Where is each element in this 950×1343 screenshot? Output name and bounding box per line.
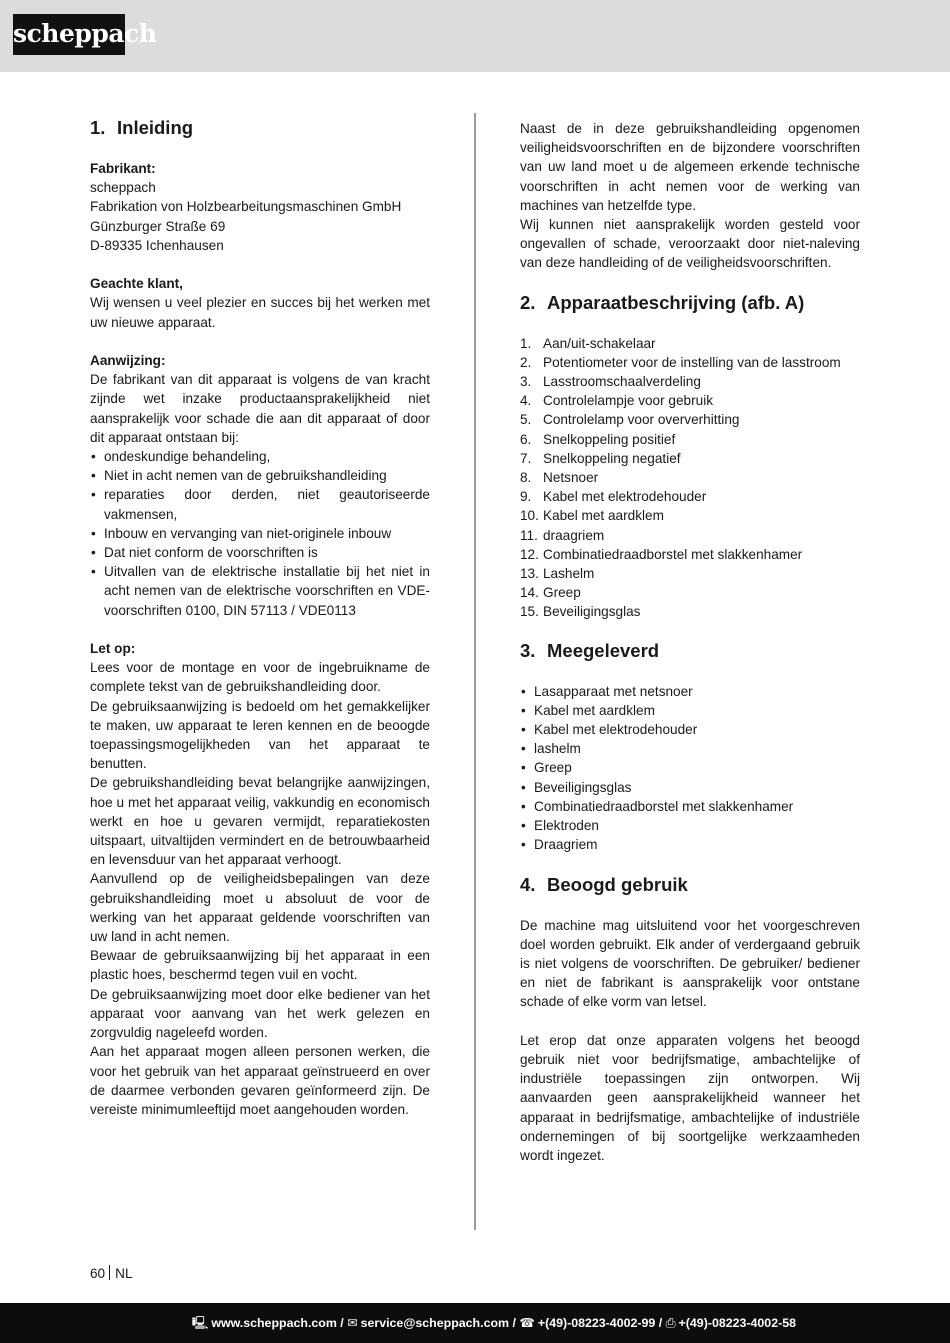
section-title: Apparaatbeschrijving (afb. A) [547, 291, 805, 313]
attention-paragraph: De gebruiksaanwijzing is bedoeld om het gemakkelijker te maken, uw apparaat te leren kennen en de beoogde toepassingsmogelijkheden van het apparaat te benutten. [90, 698, 430, 772]
list-item: • Inbouw en vervanging van niet-originele inbouw [90, 524, 430, 543]
parts-list [520, 334, 860, 622]
item-number: 11. [520, 527, 538, 543]
list-item [520, 564, 860, 583]
attention-paragraph: Lees voor de montage en voor de ingebruikname de complete tekst van de gebruikshandleiding door. [90, 660, 430, 695]
item-text: Controlelampje voor gebruik [543, 393, 714, 409]
item-text: Snelkoppeling positief [543, 431, 676, 447]
intro-paragraph: Naast de in deze gebruikshandleiding opgenomen veiligheidsvoorschriften en de bijzondere voorschriften van uw land moet u de algemeen erkende technische voorschriften in acht nemen voor de werking van machines van hetzelfde type. [520, 121, 860, 213]
item-number: 15. [520, 604, 539, 620]
item-number: 12. [520, 546, 539, 562]
list-item: • Niet in acht nemen van de gebruikshandleiding [90, 466, 430, 485]
usage-paragraph: De machine mag uitsluitend voor het voorgeschreven doel worden gebruikt. Elk ander of verdergaand gebruik is niet volgens de voorschriften. De gebruiker/ bediener en niet de fabrikant is aansprakelijk voor ontstane schade of elke vorm van letsel. [520, 917, 860, 1010]
section-heading-beoogd-gebruik [520, 874, 860, 896]
notice-text: De fabrikant van dit apparaat is volgens de van kracht zijnde wet inzake productaansprakelijkheid niet aansprakelijk voor schade die aan dit apparaat of door dit apparaat ontstaan bij: [90, 372, 430, 445]
list-item: • Draagriem [520, 835, 860, 854]
section-heading-meegeleverd [520, 640, 860, 662]
item-text: Kabel met elektrodehouder [543, 489, 707, 505]
manufacturer-line: Günzburger Straße 69 [90, 218, 226, 234]
item-text: Combinatiedraadborstel met slakkenhamer [543, 546, 803, 562]
item-text: Potentiometer voor de instelling van de lasstroom [543, 354, 841, 370]
item-text: Lashelm [543, 566, 595, 582]
item-number: 1. [520, 335, 532, 351]
section-number: 1. [90, 117, 106, 138]
list-item [520, 353, 860, 372]
footer-bar [0, 1303, 950, 1343]
item-number: 8. [520, 470, 532, 486]
list-item [520, 602, 860, 621]
list-item: • Kabel met aardklem [520, 701, 860, 720]
footer-fax: +(49)-08223-4002-58 [678, 1316, 796, 1330]
attention-paragraph: De gebruikshandleiding bevat belangrijke aanwijzingen, hoe u met het apparaat veilig, vakkundig en economisch werkt en hoe u gevaren vermijdt, reparatiekosten uitspaart, uitvaltijden vermindert en de betrouwbaarheid en levensduur van het apparaat verhoogt. [90, 775, 430, 868]
notice-label: Aanwijzing: [90, 353, 166, 368]
item-text: draagriem [543, 527, 605, 543]
right-column [520, 119, 860, 1165]
item-text: Beveiligingsglas [543, 604, 641, 620]
list-item: • Elektroden [520, 816, 860, 835]
list-item [520, 506, 860, 525]
attention-paragraph: Aanvullend op de veiligheidsbepalingen van deze gebruikshandleiding moet u absoluut de voor de werking van het apparaat geldende voorschriften van uw land in acht nemen. [90, 871, 430, 945]
item-number: 9. [520, 489, 532, 505]
list-item: • Lasapparaat met netsnoer [520, 682, 860, 701]
computer-icon: 🖳 [191, 1316, 209, 1330]
header-band [0, 0, 950, 72]
list-item: • Uitvallen van de elektrische installatie bij het niet in acht nemen van de elektrische voorschriften en VDE-voorschriften 0100, DIN 57113 / VDE0113 [90, 562, 430, 620]
list-item [520, 449, 860, 468]
list-item: • Greep [520, 758, 860, 777]
list-item [520, 487, 860, 506]
page-number-separator [109, 1265, 110, 1280]
intro-block [520, 119, 860, 273]
manufacturer-line: Fabrikation von Holzbearbeitungsmaschinen GmbH [90, 199, 402, 215]
delivery-list [520, 682, 860, 855]
item-number: 10. [520, 508, 539, 524]
fax-icon: ⎙ [665, 1316, 676, 1330]
item-text: Kabel met aardklem [543, 508, 664, 524]
list-item [520, 372, 860, 391]
manufacturer-line: scheppach [90, 180, 156, 196]
list-item: • Dat niet conform de voorschriften is [90, 543, 430, 562]
manufacturer-block [90, 159, 430, 255]
section-number: 4. [520, 873, 536, 895]
column-divider [474, 113, 476, 1230]
list-item: • Kabel met elektrodehouder [520, 720, 860, 739]
list-item [520, 430, 860, 449]
notice-block [90, 351, 430, 620]
list-item [520, 410, 860, 429]
scheppach-logo: scheppach [13, 14, 125, 55]
item-text: Snelkoppeling negatief [543, 450, 681, 466]
item-number: 5. [520, 412, 532, 428]
list-item: • reparaties door derden, niet geautoriseerde vakmensen, [90, 485, 430, 523]
page-number-value: 60 [90, 1266, 106, 1281]
section-title: Inleiding [117, 117, 194, 138]
left-column [90, 117, 430, 1138]
greeting-label: Geachte klant, [90, 276, 183, 292]
list-item: • lashelm [520, 739, 860, 758]
attention-block [90, 639, 430, 1119]
greeting-text: Wij wensen u veel plezier en succes bij het werken met uw nieuwe apparaat. [90, 295, 430, 330]
item-text: Controlelamp voor oververhitting [543, 412, 740, 428]
list-item [520, 391, 860, 410]
attention-label: Let op: [90, 641, 136, 657]
list-item [520, 468, 860, 487]
item-number: 2. [520, 354, 532, 370]
page-language: NL [115, 1266, 133, 1281]
item-number: 14. [520, 585, 539, 601]
list-item [520, 334, 860, 353]
section-heading-inleiding [90, 117, 430, 139]
item-text: Greep [543, 585, 581, 601]
list-item: • Combinatiedraadborstel met slakkenhamer [520, 797, 860, 816]
usage-paragraph: Let erop dat onze apparaten volgens het beoogd gebruik niet voor bedrijfsmatige, ambachtelijke of industriële toepassingen zijn ontworpen. Wij aanvaarden geen aansprakelijkheid wanneer het apparaat in bedrijfsmatige, ambachtelijke of industriële ondernemingen of bij soortgelijke werkzaamheden wordt ingezet. [520, 1032, 860, 1163]
section-number: 2. [520, 291, 536, 313]
section-heading-apparaatbeschrijving [520, 292, 860, 314]
footer-contact [192, 1303, 796, 1343]
item-number: 3. [520, 374, 532, 390]
list-item [520, 545, 860, 564]
footer-website[interactable]: www.scheppach.com / [211, 1316, 344, 1330]
item-number: 13. [520, 566, 539, 582]
footer-email[interactable]: service@scheppach.com / [360, 1316, 516, 1330]
manufacturer-line: D-89335 Ichenhausen [90, 237, 224, 253]
list-item [520, 526, 860, 545]
section-title: Beoogd gebruik [547, 873, 688, 895]
intro-paragraph: Wij kunnen niet aansprakelijk worden gesteld voor ongevallen of schade, veroorzaakt door niet-naleving van deze handleiding of de veiligheidsvoorschriften. [520, 217, 860, 271]
list-item: • ondeskundige behandeling, [90, 447, 430, 466]
item-text: Lasstroomschaalverdeling [543, 374, 701, 390]
item-number: 7. [520, 450, 532, 466]
section-number: 3. [520, 639, 536, 661]
attention-paragraph: De gebruiksaanwijzing moet door elke bediener van het apparaat voor aanvang van het werk gelezen en zorgvuldig nageleefd worden. [90, 986, 430, 1041]
greeting-block [90, 274, 430, 332]
item-number: 6. [520, 431, 532, 447]
item-text: Aan/uit-schakelaar [543, 335, 656, 351]
attention-paragraph: Bewaar de gebruiksaanwijzing bij het apparaat in een plastic hoes, beschermd tegen vuil en vocht. [90, 948, 430, 983]
list-item [520, 583, 860, 602]
item-text: Netsnoer [543, 470, 599, 486]
attention-paragraph: Aan het apparaat mogen alleen personen werken, die voor het gebruik van het apparaat geïnstrueerd en over de daarmee verbonden gevaren geïnformeerd zijn. De vereiste minimumleeftijd moet aangehouden worden. [90, 1044, 430, 1117]
notice-list [90, 447, 430, 620]
manufacturer-label: Fabrikant: [90, 161, 156, 176]
item-number: 4. [520, 393, 532, 409]
page-number [90, 1264, 133, 1283]
phone-icon: ☎ [519, 1316, 535, 1330]
section-title: Meegeleverd [547, 639, 660, 661]
mail-icon: ✉ [347, 1316, 358, 1330]
footer-phone: +(49)-08223-4002-99 / [537, 1316, 663, 1330]
list-item: • Beveiligingsglas [520, 778, 860, 797]
